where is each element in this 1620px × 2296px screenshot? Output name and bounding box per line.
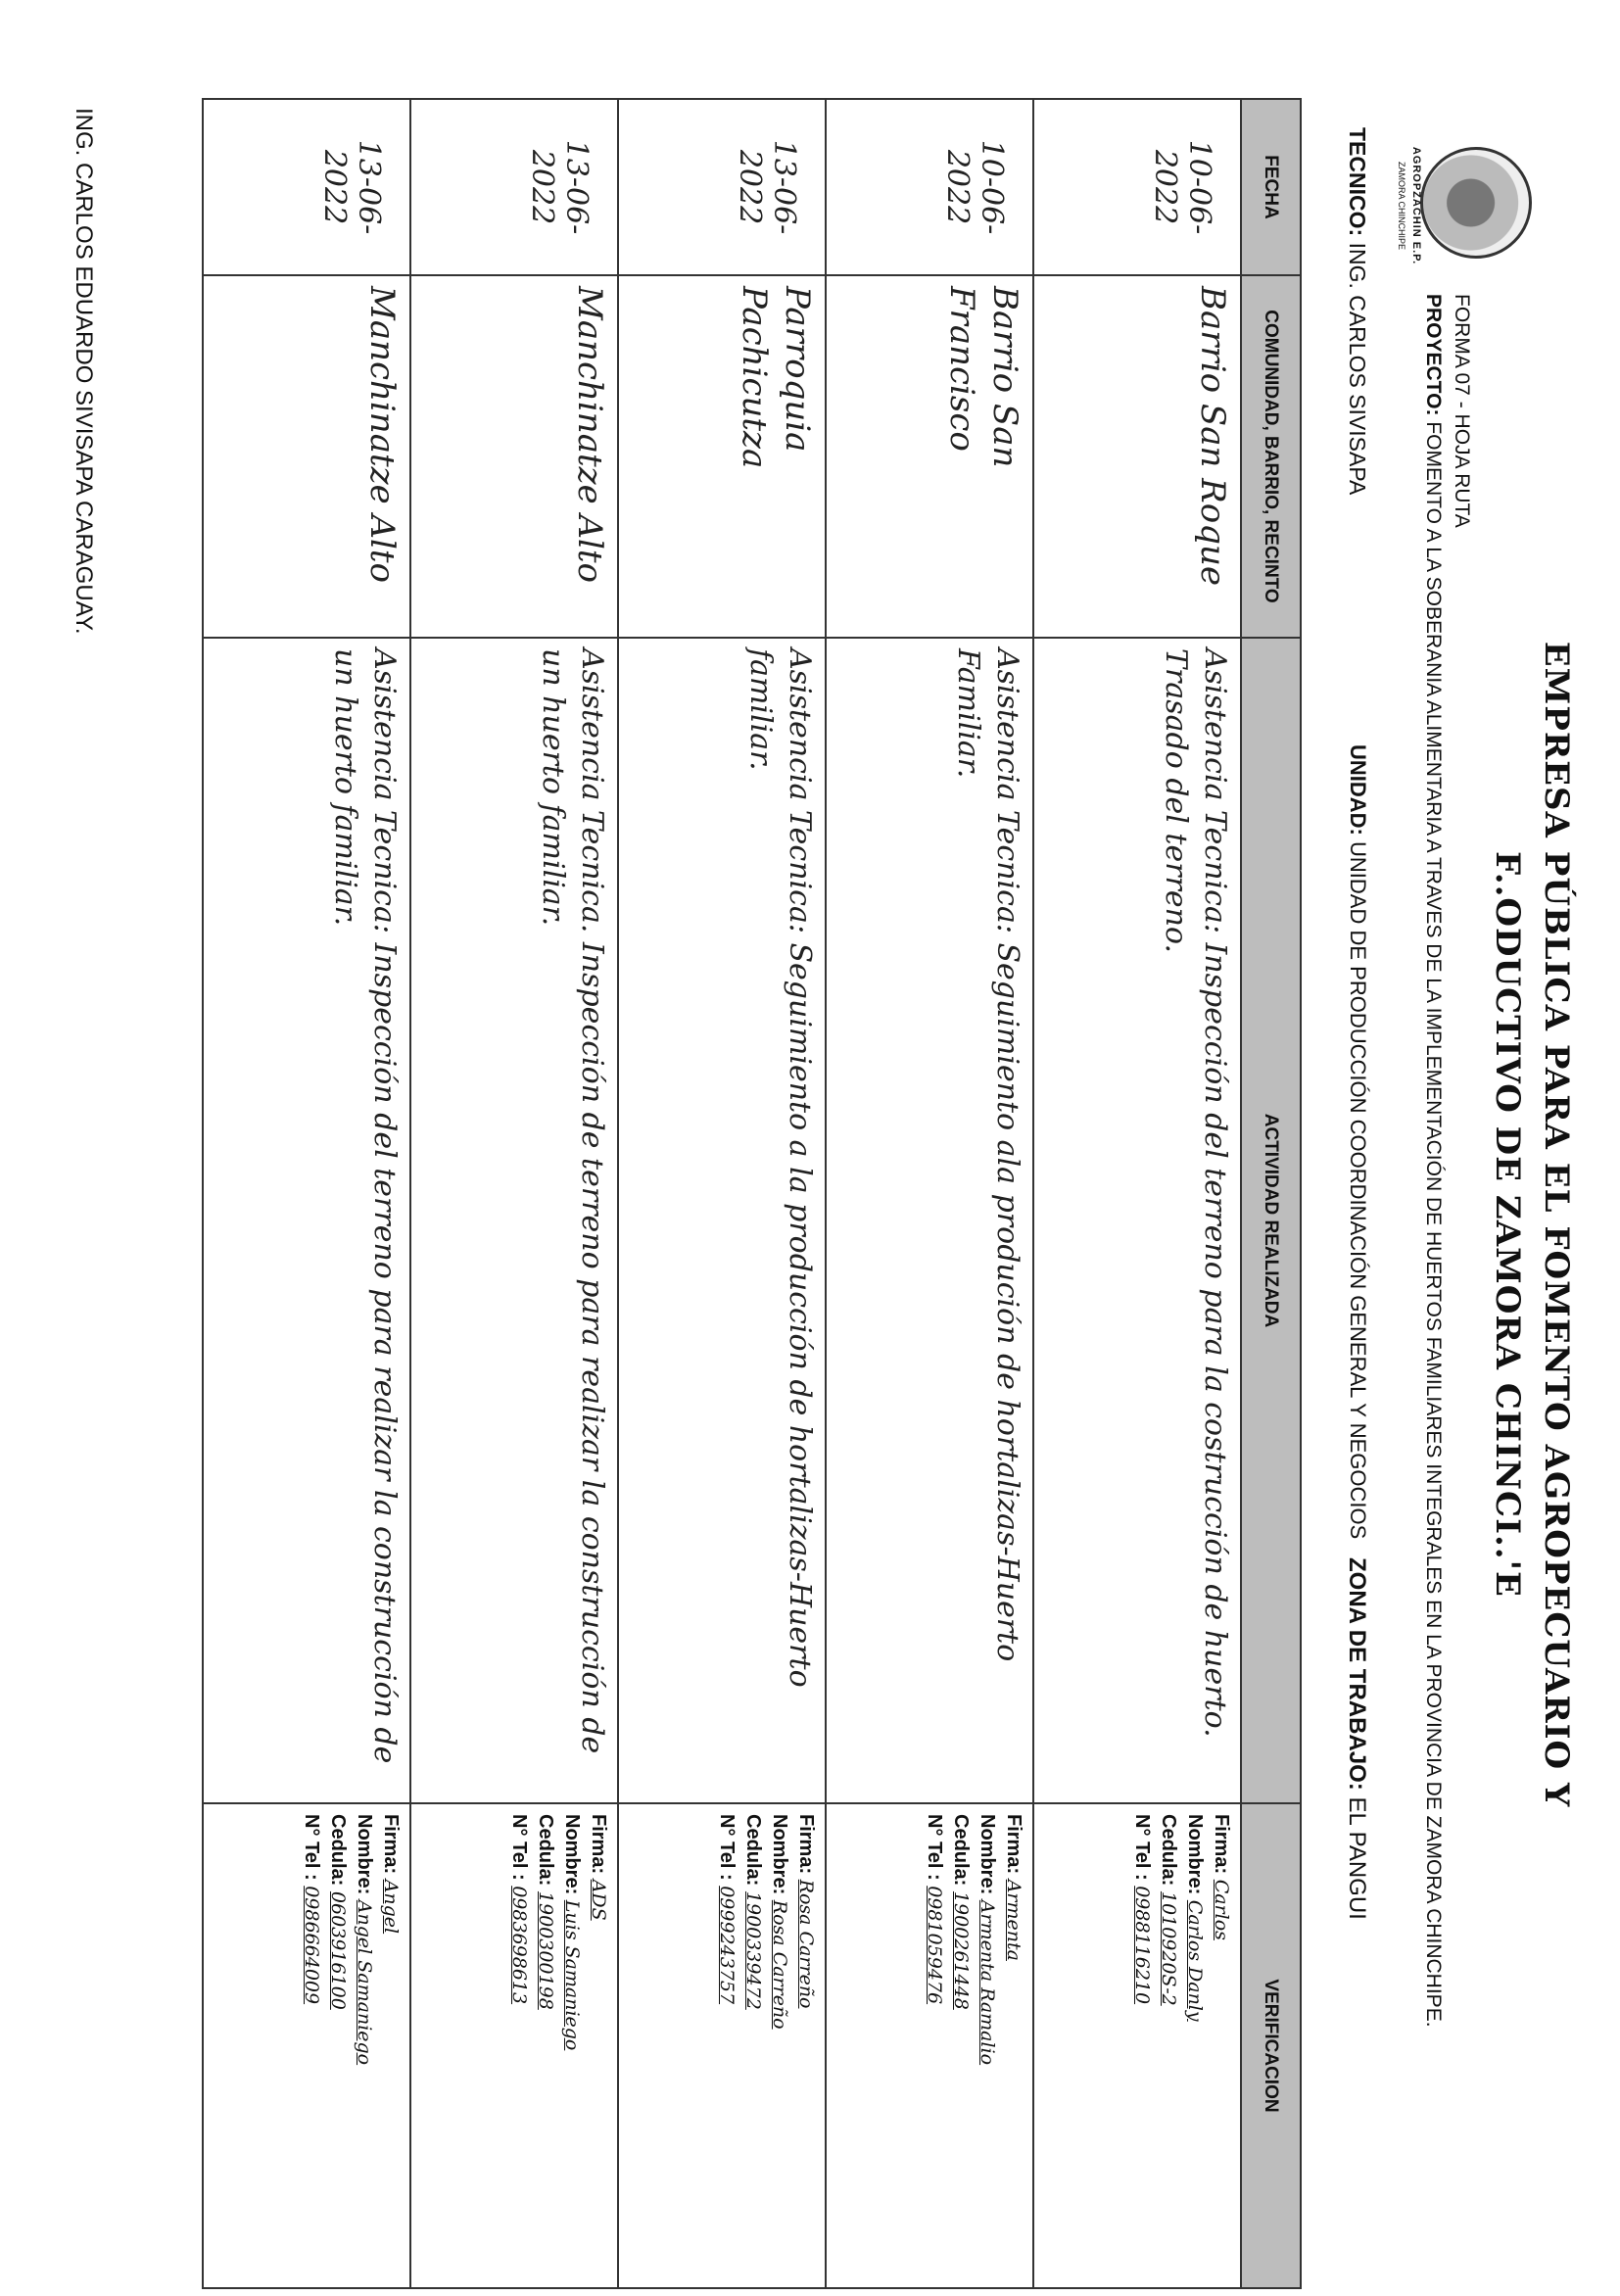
verification-cell	[618, 1803, 826, 2288]
work-zone-value: EL PANGUI	[1344, 1796, 1370, 1920]
firma-value: Rosa Carreño	[795, 1879, 817, 2009]
activity-cell: Asistencia Tecnica. Inspección de terreno para realizar la construcción de un huerto familiar.	[410, 638, 618, 1803]
form-code: FORMA 07 - HOJA RUTA	[1451, 294, 1473, 528]
header-fecha: FECHA	[1241, 99, 1301, 275]
verification-firma	[585, 1814, 611, 2277]
nombre-value: Armenta Ramalio	[977, 1899, 998, 2066]
cedula-label: Cedula:	[1158, 1814, 1179, 1887]
header-actividad: ACTIVIDAD REALIZADA	[1241, 638, 1301, 1803]
firma-label: Firma:	[795, 1814, 817, 1875]
table-row	[826, 99, 1033, 2288]
activity-cell: Asistencia Tecnica: Seguimiento a la producción de hortalizas-Huerto familiar.	[618, 638, 826, 1803]
verification-cell	[826, 1803, 1033, 2288]
community-cell: Manchinatze Alto	[203, 275, 410, 638]
verification-tel	[1128, 1814, 1155, 2277]
activity-cell: Asistencia Tecnica: Inspección del terreno para realizar la construcción de un huerto familiar.	[203, 638, 410, 1803]
verification-cedula	[1155, 1814, 1181, 2277]
tel-value: 0999243757	[716, 1886, 738, 2005]
project-description	[1421, 294, 1446, 2028]
table-row	[618, 99, 826, 2288]
technician-signature-line: ING. CARLOS EDUARDO SIVISAPA CARAGUAY.	[71, 108, 97, 635]
community-cell: Barrio San Francisco	[826, 275, 1033, 638]
cedula-label: Cedula:	[327, 1814, 349, 1887]
table-row	[1033, 99, 1241, 2288]
agropzachin-logo	[1375, 146, 1532, 265]
work-zone-field	[1343, 1557, 1370, 1920]
cedula-value: 1900261448	[950, 1890, 972, 2010]
tel-label: N° Tel :	[716, 1814, 738, 1881]
firma-value: ADS	[588, 1879, 609, 1921]
activity-cell: Asistencia Tecnica: Inspección del terreno para la costrucción de huerto. Trasado del terreno.	[1033, 638, 1241, 1803]
unit-value: UNIDAD DE PRODUCCIÓN COORDINACIÓN GENERAL Y NEGOCIOS	[1346, 841, 1370, 1540]
verification-cell	[1033, 1803, 1241, 2288]
verification-firma	[1208, 1814, 1234, 2277]
verification-tel	[505, 1814, 532, 2277]
verification-cedula	[739, 1814, 766, 2277]
document-title-line2: F..ODUCTIVO DE ZAMORA CHINCI..'E	[1488, 851, 1527, 1598]
verification-firma	[377, 1814, 404, 2277]
tel-label: N° Tel :	[301, 1814, 322, 1881]
date-cell: 10-06-2022	[1033, 99, 1241, 275]
verification-nombre	[351, 1814, 377, 2277]
firma-label: Firma:	[1003, 1814, 1024, 1875]
cedula-value: 1900339472	[742, 1890, 764, 2010]
community-cell: Barrio San Roque	[1033, 275, 1241, 638]
date-cell: 13-06-2022	[618, 99, 826, 275]
technician-label: TECNICO:	[1345, 127, 1370, 237]
cedula-label: Cedula:	[535, 1814, 556, 1887]
verification-tel	[921, 1814, 947, 2277]
verification-nombre	[1181, 1814, 1208, 2277]
verification-nombre	[974, 1814, 1000, 2277]
unit-label: UNIDAD:	[1346, 744, 1370, 836]
verification-cedula	[947, 1814, 974, 2277]
tel-value: 0981059476	[924, 1886, 945, 2005]
work-zone-label: ZONA DE TRABAJO:	[1344, 1557, 1370, 1791]
verification-tel	[713, 1814, 739, 2277]
community-cell: Parroquia Pachicutza	[618, 275, 826, 638]
verification-nombre	[766, 1814, 792, 2277]
table-row	[203, 99, 410, 2288]
tel-value: 0983698613	[508, 1886, 530, 2005]
table-row	[410, 99, 618, 2288]
project-text: FOMENTO A LA SOBERANIA ALIMENTARIA A TRAVES DE LA IMPLEMENTACIÓN DE HUERTOS FAMILIARES INTEGRALES EN LA PROVINCIA DE ZAMORA CHINCHIPE.	[1422, 421, 1445, 2028]
tel-label: N° Tel :	[1131, 1814, 1153, 1881]
technician-field	[1344, 127, 1370, 495]
date-cell: 13-06-2022	[203, 99, 410, 275]
firma-value: Carlos	[1211, 1879, 1232, 1940]
logo-subtitle: ZAMORA CHINCHIPE	[1397, 161, 1406, 250]
verification-cell	[203, 1803, 410, 2288]
cedula-value: 0603916100	[327, 1890, 349, 2010]
firma-label: Firma:	[588, 1814, 609, 1875]
nombre-value: Angel Samaniego	[354, 1899, 375, 2066]
date-cell: 10-06-2022	[826, 99, 1033, 275]
header-comunidad: COMUNIDAD, BARRIO, RECINTO	[1241, 275, 1301, 638]
unit-field	[1345, 744, 1370, 1539]
cedula-label: Cedula:	[742, 1814, 764, 1887]
tel-label: N° Tel :	[508, 1814, 530, 1881]
cedula-value: 1900300198	[535, 1890, 556, 2010]
cedula-value: 1010920S-2	[1158, 1890, 1179, 2006]
verification-cedula	[532, 1814, 558, 2277]
cedula-label: Cedula:	[950, 1814, 972, 1887]
firma-value: Armenta	[1003, 1879, 1024, 1961]
verification-nombre	[558, 1814, 585, 2277]
nombre-label: Nombre:	[1184, 1814, 1206, 1895]
document-title-line1: EMPRESA PÚBLICA PARA EL FOMENTO AGROPECUARIO Y	[1537, 641, 1576, 1808]
nombre-value: Rosa Carreño	[769, 1899, 790, 2030]
date-cell: 13-06-2022	[410, 99, 618, 275]
nombre-value: Carlos Danly	[1184, 1899, 1206, 2022]
verification-cell	[410, 1803, 618, 2288]
nombre-label: Nombre:	[769, 1814, 790, 1895]
technician-value: ING. CARLOS SIVISAPA	[1345, 242, 1370, 496]
verification-cedula	[324, 1814, 351, 2277]
nombre-label: Nombre:	[354, 1814, 375, 1895]
activity-cell: Asistencia Tecnica: Seguimiento ala produción de hortalizas-Huerto Familiar.	[826, 638, 1033, 1803]
logo-emblem-icon	[1420, 147, 1532, 259]
project-label: PROYECTO:	[1422, 294, 1445, 416]
route-sheet-table	[202, 98, 1302, 2289]
tel-value: 0988116210	[1131, 1886, 1153, 2005]
firma-label: Firma:	[380, 1814, 402, 1875]
tel-value: 0986664009	[301, 1886, 322, 2005]
table-body	[203, 99, 1241, 2288]
verification-tel	[298, 1814, 324, 2277]
verification-firma	[792, 1814, 819, 2277]
tel-label: N° Tel :	[924, 1814, 945, 1881]
nombre-label: Nombre:	[561, 1814, 583, 1895]
nombre-label: Nombre:	[977, 1814, 998, 1895]
community-cell: Manchinatze Alto	[410, 275, 618, 638]
firma-label: Firma:	[1211, 1814, 1232, 1875]
verification-firma	[1000, 1814, 1026, 2277]
table-header-row	[1241, 99, 1301, 2288]
logo-name: AGROPZACHIN E.P.	[1410, 146, 1422, 265]
nombre-value: Luis Samaniego	[561, 1899, 583, 2051]
header-verificacion: VERIFICACION	[1241, 1803, 1301, 2288]
firma-value: Angel	[380, 1879, 402, 1935]
